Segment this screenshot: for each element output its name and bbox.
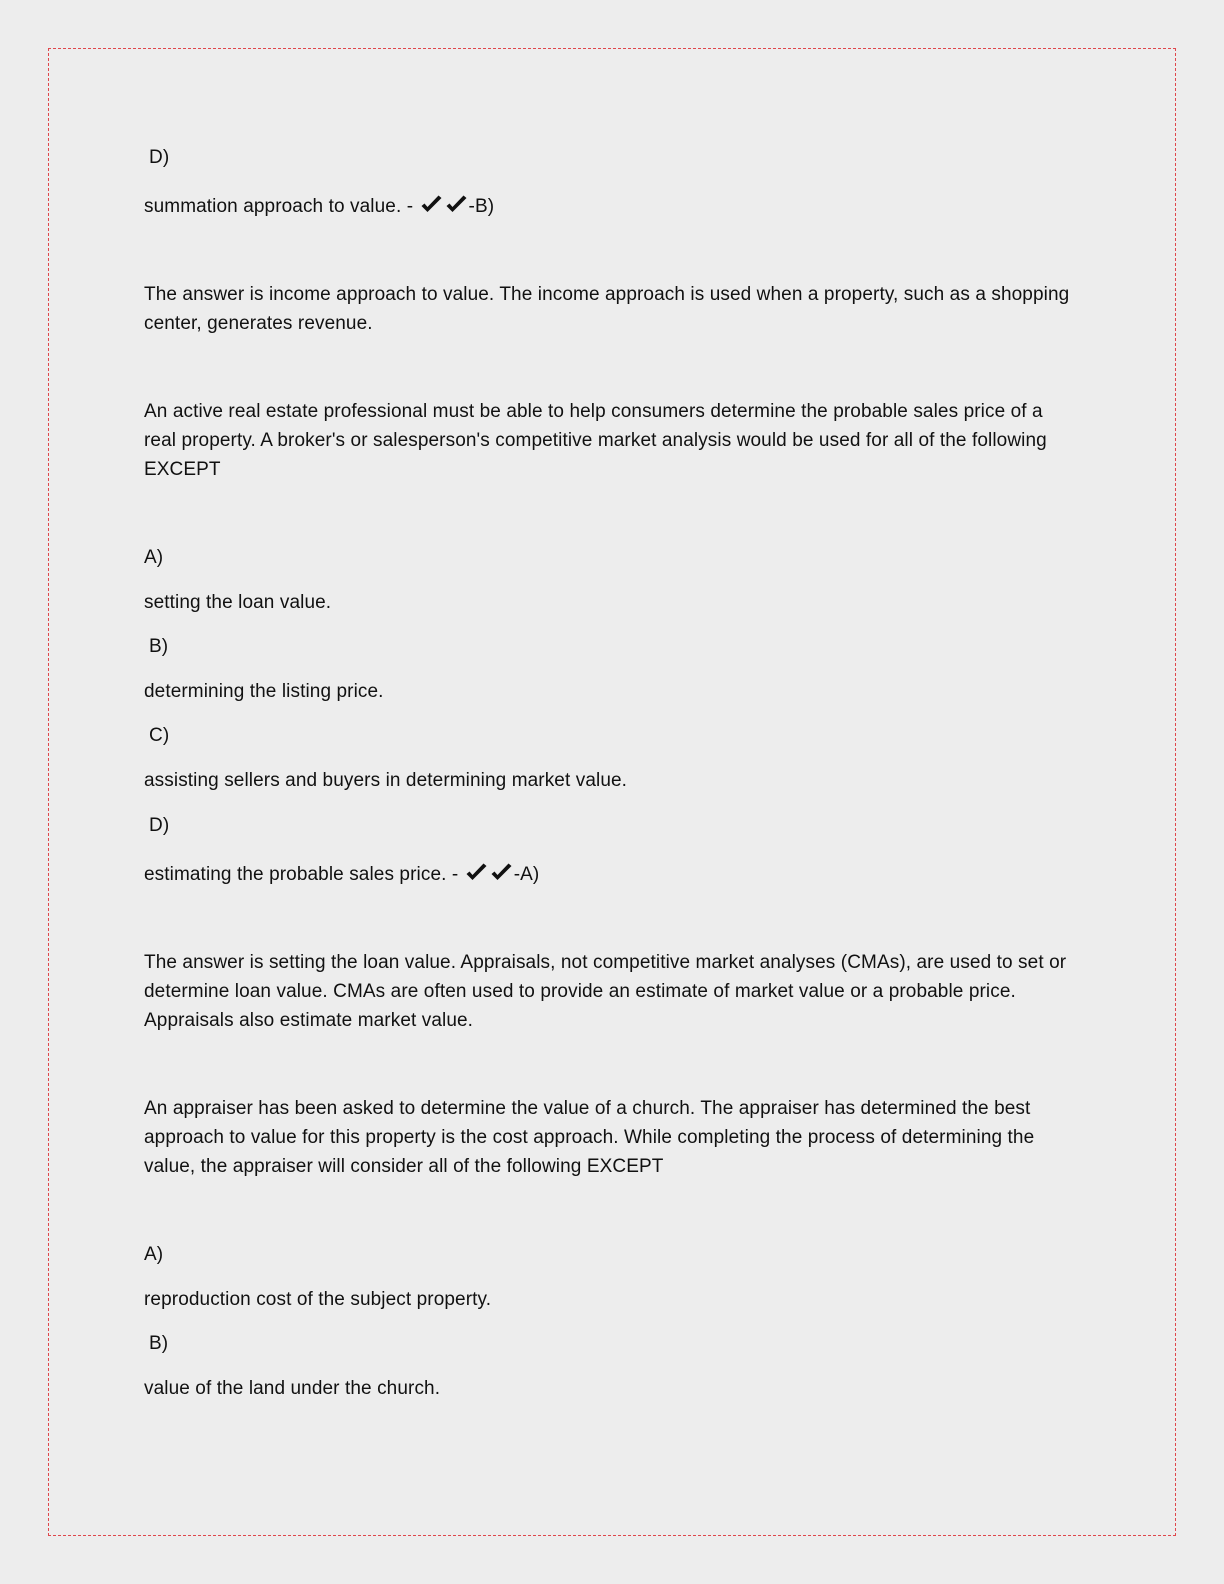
question-text: An appraiser has been asked to determine the value of a church. The appraiser has determined the best approach to value for this property is the cost approach. While completing the process of determining the value, the appraiser will consider all of the following EXCEPT [144,1098,1035,1177]
option-text: setting the loan value. [144,592,332,613]
option-text: reproduction cost of the subject property. [144,1289,492,1310]
option-text: estimating the probable sales price. - [144,864,459,885]
option-text: determining the listing price. [144,681,384,702]
option-letter: A) [144,547,164,568]
page-border [48,48,1176,1536]
check-icon [419,195,444,215]
option-d-answer-line [144,195,494,217]
answer-marker: -A) [513,864,540,885]
answer-marker: -B) [468,196,495,217]
option-d-answer-line [144,863,539,885]
option-letter: B) [149,636,169,657]
option-letter: D) [149,815,170,836]
check-icon [444,195,469,215]
option-text: summation approach to value. - [144,196,414,217]
question-text: An active real estate professional must be able to help consumers determine the probable sales price of a real property. A broker's or salesperson's competitive market analysis would be used for all of the following EXCEPT [144,401,1047,480]
option-letter: B) [149,1333,169,1354]
option-text: value of the land under the church. [144,1378,441,1399]
option-letter: A) [144,1244,164,1265]
option-text: assisting sellers and buyers in determining market value. [144,770,628,791]
explanation-paragraph: The answer is income approach to value. The income approach is used when a property, such as a shopping center, generates revenue. [144,284,1070,334]
explanation-paragraph: The answer is setting the loan value. Appraisals, not competitive market analyses (CMAs), are used to set or determine loan value. CMAs are often used to provide an estimate of market value or a probable price. Appraisals also estimate market value. [144,952,1067,1031]
option-d-letter: D) [149,147,170,168]
check-icon [489,863,514,883]
check-icon [464,863,489,883]
option-letter: C) [149,725,170,746]
